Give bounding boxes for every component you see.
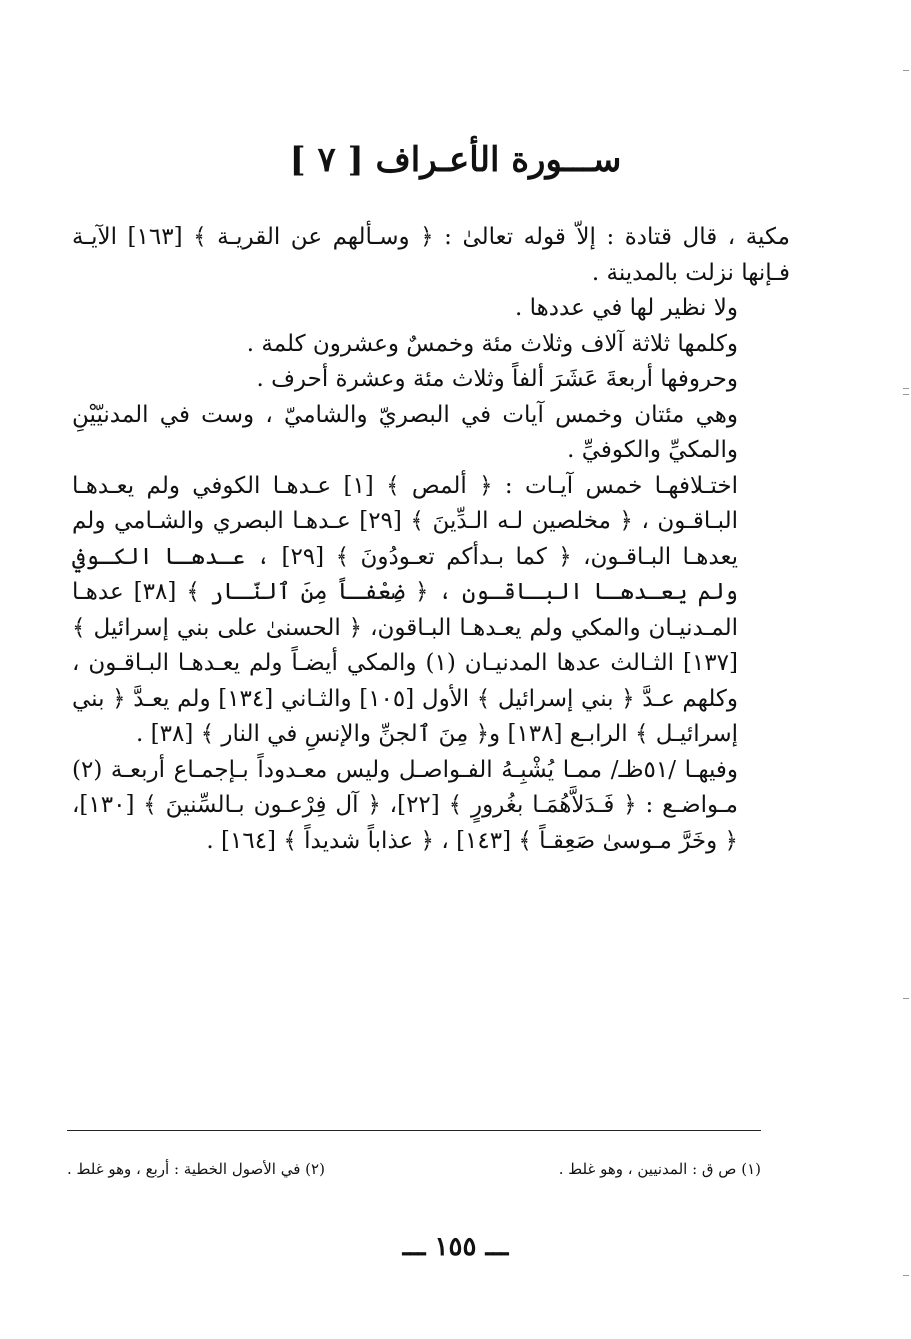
- footnote-2: (٢) في الأصول الخطية : أربع ، وهو غلط .: [67, 1160, 325, 1178]
- paragraph-word-count: وكلمها ثلاثة آلاف وثلاث مئة وخمسٌ وعشرون كلمة .: [246, 330, 738, 357]
- paragraph-no-equivalent: ولا نظير لها في عددها .: [515, 295, 738, 321]
- paragraph-verse-count: وهي مئتان وخمس آيات في البصريّ والشاميّ ، وست في المدنيّيْنِ والمكيِّ والكوفيِّ .: [72, 401, 738, 463]
- footnotes: [67, 1160, 761, 1178]
- main-text: [72, 220, 790, 859]
- edge-mark: [903, 998, 909, 999]
- footnote-1: (١) ص ق : المدنيين ، وهو غلط .: [558, 1160, 761, 1178]
- paragraph-similar-endings: وفيهـا /٥١ظـ/ ممـا يُشْبِـهُ الفـواصـل وليس معـدوداً بـإجمـاع أربعـة (٢) مـواضـع : ﴿ فَـدَلاَّهُمَـا بغُرورٍ ﴾ [٢٢]، ﴿ آل فِرْعـون بـالسِّنينَ ﴾ [١٣٠]، ﴿ وخَرَّ مـوسىٰ صَعِقـاً ﴾ [١٤٣] ، ﴿ عذاباً شديداً ﴾ [١٦٤] .: [72, 756, 738, 854]
- edge-mark: [903, 1275, 909, 1276]
- edge-mark: [903, 70, 909, 71]
- paragraph-differences: اختـلافهـا خمس آيـات : ﴿ ألمص ﴾ [١] عـدهـا الكوفي ولم يعـدهـا البـاقـون ، ﴿ مخلصين لـه الـدِّينَ ﴾ [٢٩] عـدهـا البصري والشـامي ولم يعدهـا البـاقـون، ﴿ كما بـدأكم تعـودُونَ ﴾ [٢٩] ، عـدهـا الكـوفي ولم يعـدهـا البـاقـون ، ﴿ ضِعْفـاً مِنَ ٱلنّـار ﴾ [٣٨] عدهـا المـدنيـان والمكي ولم يعـدهـا البـاقون، ﴿ الحسنىٰ على بني إسرائيل ﴾ [١٣٧] الثـالث عدها المدنيـان (١) والمكي أيضـاً ولم يعـدهـا البـاقـون ، وكلهم عـدَّ ﴿ بني إسرائيل ﴾ الأول [١٠٥] والثـاني [١٣٤] ولم يعـدَّ ﴿ بني إسرائيـل ﴾ الرابـع [١٣٨] و﴿ مِنَ ٱلجنِّ والإنسِ في النار ﴾ [٣٨] .: [72, 472, 739, 747]
- footnote-divider: [67, 1130, 761, 1131]
- edge-mark: [903, 394, 909, 395]
- paragraph-letter-count: وحروفها أربعةَ عَشَرَ ألفاً وثلاث مئة وعشرة أحرف .: [256, 366, 738, 392]
- surah-title: ســـورة الأعـراف [ ٧ ]: [289, 140, 622, 180]
- edge-mark: [903, 388, 909, 389]
- paragraph-intro: مكية ، قال قتادة : إلاّ قوله تعالىٰ : ﴿ وسـألهم عن القريـة ﴾ [١٦٣] الآيـة فـإنها نزلت بالمدينة .: [72, 224, 790, 286]
- page-number: ـــ ١٥٥ ـــ: [402, 1232, 509, 1262]
